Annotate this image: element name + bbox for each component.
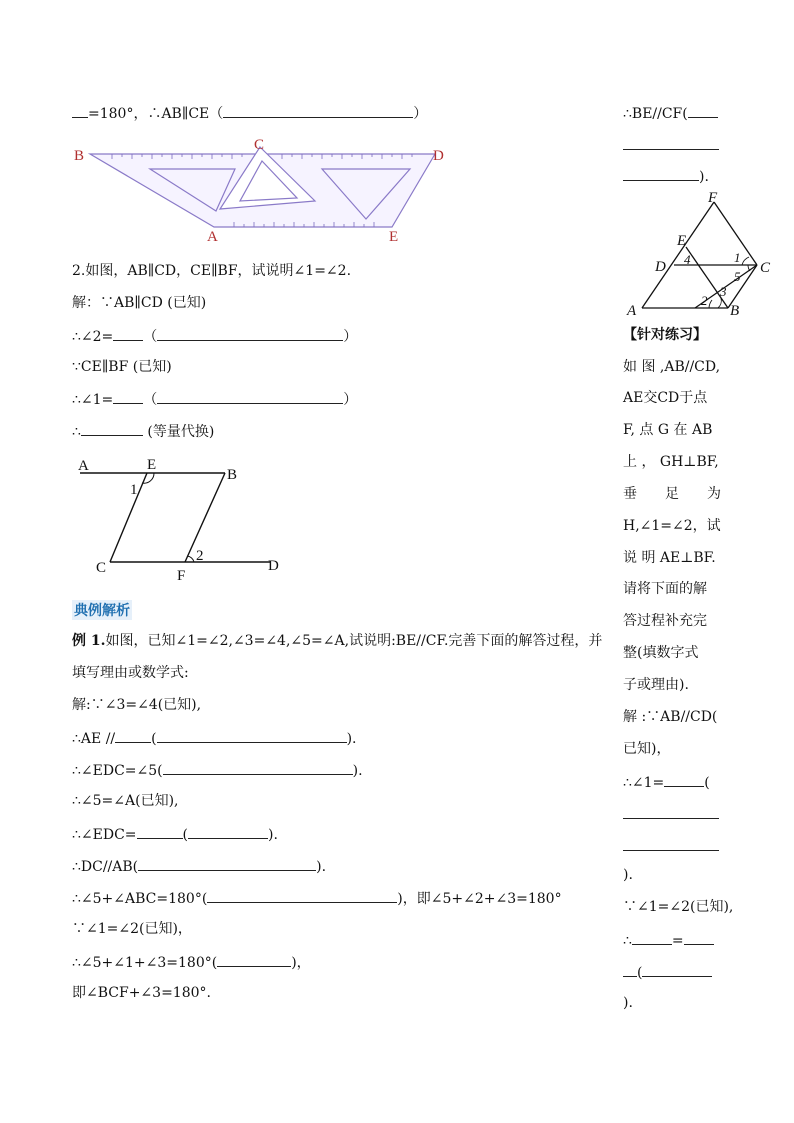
parallelogram-figure — [70, 448, 300, 583]
blank[interactable] — [623, 836, 719, 851]
label-E: E — [677, 233, 687, 249]
blank[interactable] — [115, 728, 151, 743]
label-1: 1 — [734, 250, 741, 265]
right-line2 — [623, 135, 719, 155]
label-B: B — [227, 467, 238, 483]
practice-line1: 如 图 ,AB//CD, — [623, 359, 721, 375]
label-1: 1 — [130, 482, 138, 498]
practice-line17: ∵∠1=∠2(已知), — [623, 899, 734, 915]
label-E: E — [147, 457, 157, 473]
blank[interactable] — [188, 824, 268, 839]
blank[interactable] — [217, 952, 291, 967]
practice-line13: 已知)， — [623, 741, 671, 757]
blank[interactable] — [623, 804, 719, 819]
blank[interactable] — [223, 103, 413, 118]
ex1-line6: ∴∠5=∠A(已知), — [72, 793, 179, 809]
blank[interactable] — [664, 772, 704, 787]
practice-line16: ). — [623, 867, 633, 883]
practice-line5: 垂 足 为 — [623, 486, 721, 502]
practice-line15 — [623, 804, 719, 824]
ex1-line10: ∵∠1=∠2(已知)， — [72, 921, 192, 937]
blank[interactable] — [113, 326, 143, 341]
ex1-line2: 填写理由或数学式: — [72, 665, 189, 681]
label-A: A — [78, 458, 89, 474]
label-D: D — [268, 558, 279, 574]
label-5: 5 — [734, 269, 741, 284]
ex1-line5: ∴∠EDC=∠5( ). — [72, 760, 363, 780]
label-A: A — [207, 229, 218, 245]
q2-line2: ∴∠2= （ ） — [72, 326, 357, 346]
practice-line11: 子或理由). — [623, 677, 689, 693]
blank[interactable] — [684, 930, 714, 945]
blank[interactable] — [157, 389, 343, 404]
practice-title: 【针对练习】 — [623, 327, 707, 343]
q2-line4: ∴∠1= （ ） — [72, 389, 357, 409]
ex1-line11: ∴∠5+∠1+∠3=180°( )， — [72, 952, 311, 972]
label-3: 3 — [720, 284, 727, 299]
blank[interactable] — [642, 962, 712, 977]
practice-line19: ( — [623, 962, 712, 982]
top-line — [72, 103, 427, 123]
blank[interactable] — [623, 135, 719, 150]
right-line1: ∴BE//CF( — [623, 103, 718, 123]
ex1-line1: 例 1.如图，已知∠1=∠2,∠3=∠4,∠5=∠A,试说明:BE//CF.完善下面的解答过程，并 — [72, 633, 603, 649]
right-line3: ). — [623, 166, 709, 186]
blank[interactable] — [157, 326, 343, 341]
ex1-line3: 解:∵∠3=∠4(已知), — [72, 697, 202, 713]
label-A: A — [627, 303, 637, 318]
q2-title: 2.如图，AB∥CD，CE∥BF，试说明∠1=∠2. — [72, 263, 352, 279]
ex1-line12: 即∠BCF+∠3=180°. — [72, 985, 211, 1001]
blank[interactable] — [632, 930, 672, 945]
blank[interactable] — [113, 389, 143, 404]
blank[interactable] — [157, 728, 347, 743]
set-square-figure — [70, 135, 450, 245]
practice-line14: ∴∠1= ( — [623, 772, 710, 792]
label-E: E — [389, 229, 399, 245]
ex1-line4: ∴AE // ( ). — [72, 728, 357, 748]
blank[interactable] — [163, 760, 353, 775]
text: ） — [413, 106, 428, 122]
label-F: F — [177, 568, 186, 583]
q2-line1: 解：∵AB∥CD (已知) — [72, 295, 207, 311]
practice-line3: F, 点 G 在 AB — [623, 422, 713, 438]
label-B: B — [74, 148, 85, 164]
practice-line4: 上 ， GH⊥BF, — [623, 454, 719, 470]
blank[interactable] — [138, 856, 316, 871]
label-C: C — [96, 560, 107, 576]
practice-line10: 整(填数字式 — [623, 645, 699, 661]
practice-line7: 说 明 AE⊥BF. — [623, 550, 716, 566]
practice-line6: H,∠1=∠2，试 — [623, 518, 721, 534]
practice-line18: ∴ = — [623, 930, 714, 950]
text: =180°，∴AB∥CE（ — [88, 106, 224, 122]
label-F: F — [708, 190, 718, 206]
q2-line3: ∵CE∥BF (已知) — [72, 359, 172, 375]
practice-line15b — [623, 836, 719, 856]
blank[interactable] — [207, 888, 397, 903]
q2-line5: ∴ (等量代换) — [72, 421, 214, 441]
practice-line8: 请将下面的解 — [623, 581, 707, 597]
blank[interactable] — [81, 421, 143, 436]
label-D: D — [433, 148, 444, 164]
practice-line9: 答过程补充完 — [623, 613, 707, 629]
blank[interactable] — [72, 103, 88, 118]
label-C: C — [760, 260, 771, 276]
label-4: 4 — [684, 252, 691, 267]
section-heading: 典例解析 — [72, 600, 132, 620]
ex1-line7: ∴∠EDC= ( ). — [72, 824, 278, 844]
blank[interactable] — [137, 824, 183, 839]
trapezoid-figure — [622, 188, 782, 318]
ex1-line8: ∴DC//AB( ). — [72, 856, 326, 876]
blank[interactable] — [623, 166, 699, 181]
label-B: B — [730, 303, 740, 318]
label-2: 2 — [701, 293, 708, 308]
practice-line12: 解 :∵AB//CD( — [623, 709, 718, 725]
practice-line20: ). — [623, 995, 633, 1011]
practice-line2: AE交CD于点 — [623, 390, 708, 406]
blank[interactable] — [623, 962, 637, 977]
label-C: C — [254, 137, 265, 153]
label-2: 2 — [196, 548, 204, 564]
ex1-line9: ∴∠5+∠ABC=180°( )，即∠5+∠2+∠3=180° — [72, 888, 562, 908]
blank[interactable] — [688, 103, 718, 118]
label-D: D — [655, 259, 666, 275]
